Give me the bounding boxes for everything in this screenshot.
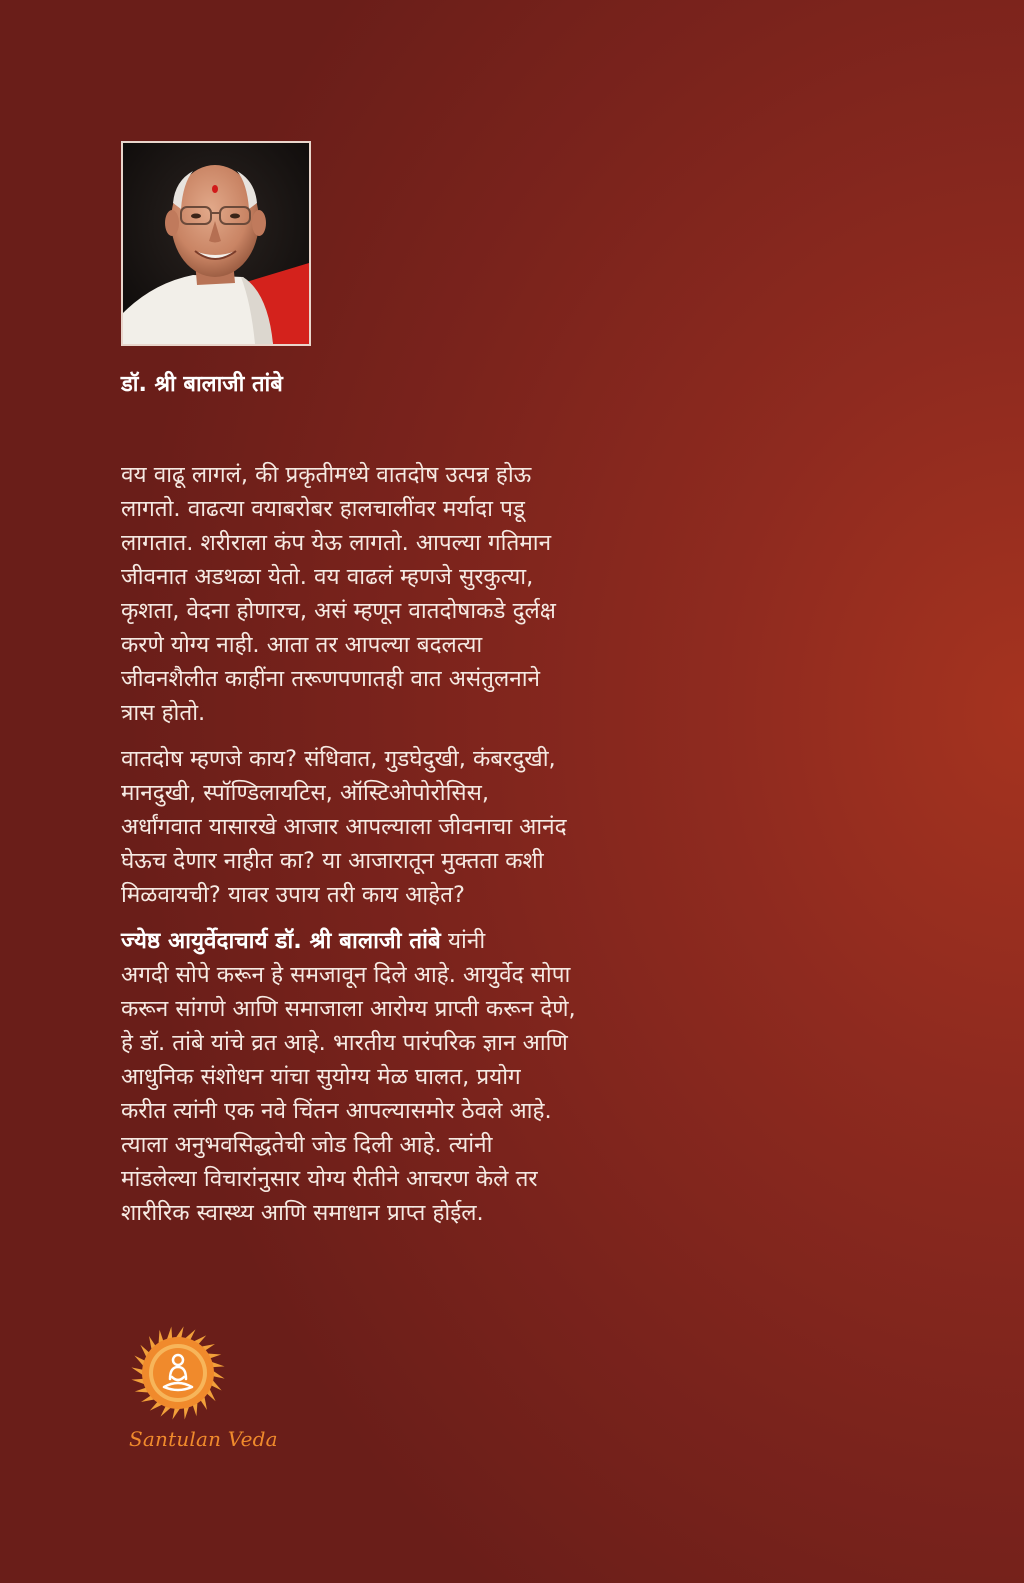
author-portrait-image — [123, 143, 309, 344]
blurb-paragraph-3 — [121, 924, 621, 1230]
blurb-line: त्याला अनुभवसिद्धतेची जोड दिली आहे. त्यांनी — [121, 1132, 493, 1158]
blurb-line: अर्धांगवात यासारखे आजार आपल्याला जीवनाचा आनंद — [121, 814, 567, 840]
brand-name: Santulan Veda — [129, 1427, 278, 1451]
blurb-line — [121, 924, 621, 958]
blurb-line: वय वाढू लागलं, की प्रकृतीमध्ये वातदोष उत्पन्न होऊ — [121, 462, 532, 488]
blurb-line: जीवनात अडथळा येतो. वय वाढलं म्हणजे सुरकुत्या, — [121, 564, 534, 590]
blurb-line: कृशता, वेदना होणारच, असं म्हणून वातदोषाकडे दुर्लक्ष — [121, 598, 556, 624]
blurb-paragraph-1 — [121, 458, 621, 730]
blurb-line: अगदी सोपे करून हे समजावून दिले आहे. आयुर्वेद सोपा — [121, 962, 571, 988]
blurb-line: लागतो. वाढत्या वयाबरोबर हालचालींवर मर्यादा पडू — [121, 496, 525, 522]
blurb-line: करून सांगणे आणि समाजाला आरोग्य प्राप्ती करून देणे, — [121, 996, 576, 1022]
blurb-line: वातदोष म्हणजे काय? संधिवात, गुडघेदुखी, कंबरदुखी, — [121, 746, 556, 772]
blurb-lead-rest: यांनी — [440, 928, 486, 954]
author-title-bold: ज्येष्ठ आयुर्वेदाचार्य डॉ. श्री बालाजी तांबे — [121, 928, 441, 954]
blurb-line: त्रास होतो. — [121, 700, 206, 726]
blurb-line: मांडलेल्या विचारांनुसार योग्य रीतीने आचरण केले तर — [121, 1166, 538, 1192]
blurb-text — [121, 458, 621, 1242]
blurb-line: घेऊच देणार नाहीत का? या आजारातून मुक्तता कशी — [121, 848, 544, 874]
meditating-figure-sun-icon — [130, 1325, 226, 1421]
blurb-line: करीत त्यांनी एक नवे चिंतन आपल्यासमोर ठेवले आहे. — [121, 1098, 552, 1124]
blurb-line: जीवनशैलीत काहींना तरूणपणातही वात असंतुलनाने — [121, 666, 541, 692]
author-photo — [121, 141, 311, 346]
blurb-line: हे डॉ. तांबे यांचे व्रत आहे. भारतीय पारंपरिक ज्ञान आणि — [121, 1030, 568, 1056]
blurb-line: लागतात. शरीराला कंप येऊ लागतो. आपल्या गतिमान — [121, 530, 552, 556]
blurb-line: मानदुखी, स्पॉण्डिलायटिस, ऑस्टिओपोरोसिस, — [121, 780, 489, 806]
author-name: डॉ. श्री बालाजी तांबे — [121, 372, 283, 397]
blurb-line: करणे योग्य नाही. आता तर आपल्या बदलत्या — [121, 632, 483, 658]
blurb-line: शारीरिक स्वास्थ्य आणि समाधान प्राप्त होईल. — [121, 1200, 484, 1226]
santulan-veda-logo-icon — [130, 1325, 226, 1421]
blurb-line: आधुनिक संशोधन यांचा सुयोग्य मेळ घालत, प्रयोग — [121, 1064, 521, 1090]
blurb-line: मिळवायची? यावर उपाय तरी काय आहेत? — [121, 882, 465, 908]
blurb-paragraph-2 — [121, 742, 621, 912]
